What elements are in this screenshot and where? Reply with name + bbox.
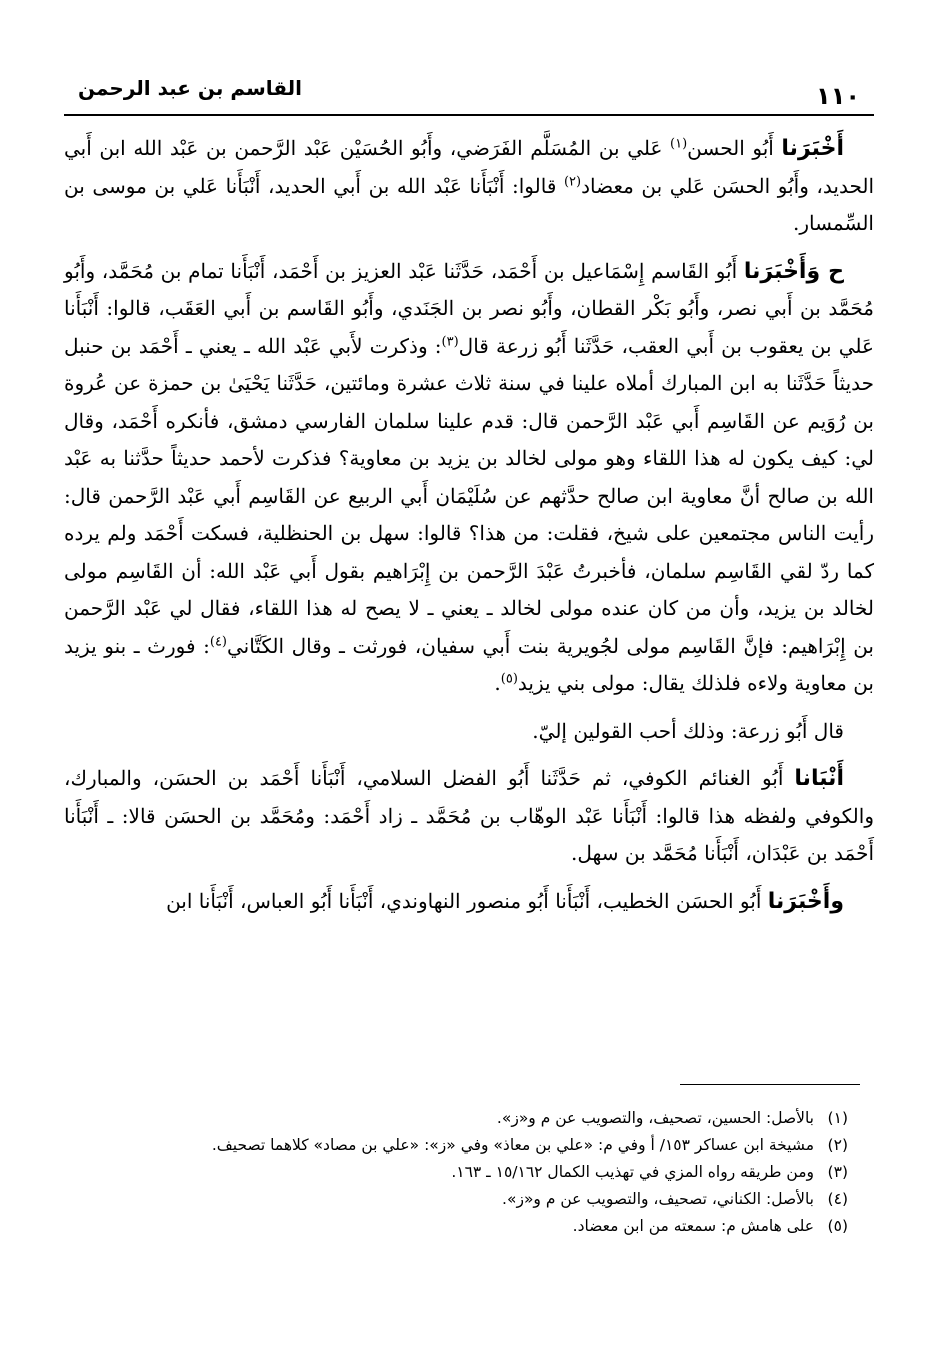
footnote-ref: (٣) (441, 333, 459, 349)
paragraph-text: قالوا: أَنْبَأَنا عَبْد الله بن أَبي الحديد، أَنْبَأَنا عَلي بن موسى بن السِّمسار. (64, 173, 874, 235)
footnote-ref: (٥) (500, 671, 518, 687)
footnote-2 (64, 1132, 848, 1159)
footnote-divider (680, 1084, 860, 1085)
running-title: القاسم بن عبد الرحمن (78, 76, 303, 100)
footnote-text: على هامش م: سمعته من ابن معضاد. (572, 1217, 814, 1235)
footnote-text: مشيخة ابن عساكر ١٥٣/ أ وفي م: «علي بن معاذ» وفي «ز»: «علي بن مصاد» كلاهما تصحيف. (211, 1136, 814, 1154)
footnote-4 (64, 1186, 848, 1213)
paragraph-text: أَبُو القَاسم إِسْمَاعيل بن أَحْمَد، حَدَّثَنا عَبْد العزيز بن أَحْمَد، أَنْبَأَنا تمام بن مُحَمَّد، وأَبُو مُحَمَّد بن أَبي نصر، وأَبُو بَكْر القطان، وأَبُو نصر بن الجَنَدي، وأَبُو القَاسم بن أَبي العَقَب، قالوا: أَنْبَأَنا عَلي بن يعقوب بن أَبي العقب، حَدَّثَنا أَبُو زرعة قال (64, 258, 875, 358)
footnote-number: (١) (827, 1109, 848, 1127)
paragraph-1 (64, 130, 874, 243)
lead-word: أَنْبَانا (794, 766, 844, 791)
footnote-number: (٤) (827, 1190, 848, 1208)
page-number: ١١٠ (816, 82, 860, 110)
paragraph-text: أَبُو الغنائم الكوفي، ثم حَدَّثَنا أَبُو الفضل السلامي، أَنْبَأَنا أَحْمَد بن الحسَن، والمبارك، والكوفي ولفظه هذا قالوا: أَنْبَأَنا عَبْد الوهّاب بن مُحَمَّد ـ زاد أَحْمَد: ومُحَمَّد بن الحسَن قالا: ـ أَنْبَأَنا أَحْمَد بن عَبْدَان، أَنْبَأَنا مُحَمَّد بن سهل. (64, 766, 874, 865)
footnote-number: (٥) (827, 1217, 848, 1235)
paragraph-2 (64, 253, 874, 703)
footnote-5 (64, 1213, 848, 1240)
running-header (64, 70, 874, 116)
main-text (64, 130, 874, 920)
paragraph-text: : فورث ـ بنو يزيد بن معاوية ولاءه فلذلك يقال: مولى بني يزيد (64, 633, 874, 695)
footnote-ref: (٤) (209, 633, 227, 649)
lead-word: وأَخْبَرَنا (767, 888, 844, 914)
lead-word: ح وَأَخْبَرَنا (743, 258, 844, 284)
paragraph-4 (64, 760, 874, 873)
paragraph-text: عَلي بن المُسَلَّم الفَرَضي، وأَبُو الحُسَيْن عَبْد الرَّحمن بن عَبْد الله ابن أَبي الحديد، وأَبُو الحسَن عَلي بن معضاد (64, 136, 875, 198)
footnote-3 (64, 1159, 848, 1186)
footnote-1 (64, 1105, 848, 1132)
footnote-text: ومن طريقه رواه المزي في تهذيب الكمال ١٥/١٦٢ ـ ١٦٣. (451, 1163, 814, 1181)
footnote-number: (٣) (827, 1163, 848, 1181)
paragraph-text: . (494, 671, 501, 695)
paragraph-5 (64, 883, 874, 921)
footnotes (64, 1098, 848, 1240)
paragraph-3 (64, 713, 874, 751)
paragraph-text: أَبُو الحسن (687, 136, 782, 160)
lead-word: أَخْبَرَنا (781, 136, 845, 161)
footnote-text: بالأصل: الكناني، تصحيف، والتصويب عن م و«ز». (502, 1190, 814, 1208)
footnote-text: بالأصل: الحسين، تصحيف، والتصويب عن م و«ز». (496, 1109, 814, 1127)
paragraph-text: قال أَبُو زرعة: وذلك أحب القولين إليّ. (532, 718, 844, 743)
footnote-number: (٢) (827, 1136, 848, 1154)
paragraph-text: أَبُو الحسَن الخطيب، أَنْبَأَنا أَبُو منصور النهاوندي، أَنْبَأَنا أَبُو العباس، أَنْبَأَنا ابن (166, 888, 768, 913)
footnote-ref: (٢) (563, 173, 582, 189)
paragraph-text: : وذكرت لأَبي عَبْد الله ـ يعني ـ أَحْمَد بن حنبل حديثاً حَدَّثَنا به ابن المبارك أملاه علينا في سنة ثلاث عشرة ومائتين، حَدَّثَنا يَحْيَىٰ بن حمزة عن عُروة بن رُوَيم عن القَاسِم أَبي عَبْد الرَّحمن قال: قدم علينا سلمان الفارسي دمشق، فأنكره أَحْمَد، وقال لي: كيف يكون له هذا اللقاء وهو مولى لخالد بن يزيد بن معاوية؟ فذكرت لأحمد حديثاً حدَّثنا به عَبْد الله بن صالح أنَّ معاوية ابن صالح حدَّثهم عن سُلَيْمَان أَبي الربيع عن القَاسِم أَبي عَبْد الرَّحمن قال: رأيت الناس مجتمعين على شيخ، فقلت: من هذا؟ قالوا: سهل بن الحنظلية، فسكت أَحْمَد ولم يرده كما ردّ لقي القَاسِم سلمان، فأخبرتُ عَبْدَ الرَّحمن بن إِبْرَاهيم بقول أَبي عَبْد الله: أن القَاسِم مولى لخالد بن يزيد، وأن من كان عنده مولى لخالد ـ يعني ـ لا يصح له هذا اللقاء، فقال لي عَبْد الرَّحمن بن إِبْرَاهيم: فإنَّ القَاسِم مولى لجُويرية بنت أَبي سفيان، فورثت ـ وقال الكَتَّاني (64, 333, 874, 658)
footnote-ref: (١) (670, 136, 688, 152)
